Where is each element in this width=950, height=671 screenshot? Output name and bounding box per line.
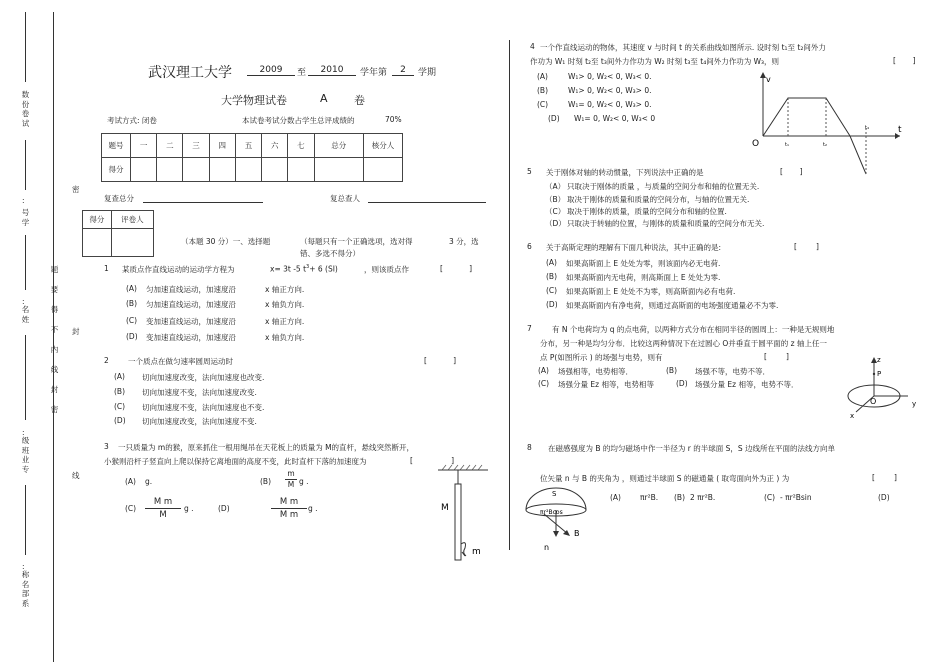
margin-warning: 题要得不内线封密 xyxy=(50,265,59,414)
margin-department: 称名部系 xyxy=(21,570,30,608)
q3-optionA-label[interactable]: (A) xyxy=(125,477,136,486)
q5-option-text: 只取决于转轴的位置，与刚体的质量和质量的空间分布无关. xyxy=(567,219,765,228)
q4-option-label[interactable]: (B) xyxy=(537,86,548,95)
score-header-cell: 六 xyxy=(262,134,288,158)
q7-answer-bracket[interactable]: [ ] xyxy=(764,352,789,361)
score-input-cell[interactable] xyxy=(262,158,288,182)
score-header-cell: 三 xyxy=(183,134,209,158)
q4-number: 4 xyxy=(530,42,535,51)
q3-fig-m-label: m xyxy=(472,547,481,557)
q3-line1: 一只质量为 m的猴，原来抓住一根用绳吊在天花板上的质量为 M的直杆，悬线突然断开， xyxy=(118,443,415,452)
q4-answer-bracket[interactable]: [ ] xyxy=(893,56,916,65)
margin-student-name: 名姓 xyxy=(21,305,30,324)
score-input-cell[interactable] xyxy=(314,158,363,182)
q7-option-text: 场强不等，电势不等． xyxy=(695,367,770,376)
margin-colon: : xyxy=(22,428,25,437)
q6-option-text: 如果高斯面内有净电荷，则通过高斯面的电场强度通量必不为零. xyxy=(566,301,779,310)
q2-option-label[interactable]: (B) xyxy=(114,387,125,396)
q4-option-label[interactable]: (C) xyxy=(537,100,549,109)
q3-optionC-tail: g . xyxy=(184,504,194,513)
q7-fig-x: x xyxy=(850,412,855,420)
q8-fig-S: S xyxy=(552,490,557,498)
q3-optionD-label[interactable]: (D) xyxy=(218,504,230,513)
q8-line2: 位矢量 n 与 B 的夹角为 ，则通过半球面 S 的磁通量 ( 取弯面向外为正 ) 为 xyxy=(540,474,790,483)
q8-fig-B: B xyxy=(574,529,580,538)
q7-option-text: 场强相等，电势相等． xyxy=(558,367,633,376)
score-ratio: 70% xyxy=(385,115,402,124)
q2-option-label[interactable]: (C) xyxy=(114,402,126,411)
q4-fig-t2: t₂ xyxy=(823,142,827,148)
q7-fig-O: O xyxy=(870,397,877,406)
q6-number: 6 xyxy=(527,242,532,251)
q3-optionB-fraction: m M xyxy=(285,469,297,490)
margin-class-major: 级班业专 xyxy=(21,436,30,474)
q7-option-label[interactable]: (D) xyxy=(676,379,688,388)
q5-answer-bracket[interactable]: [ ] xyxy=(780,167,803,176)
margin-exam-count: 数份卷试 xyxy=(21,90,30,128)
margin-field-line xyxy=(25,140,26,190)
seal-word-feng: 封 xyxy=(72,327,80,336)
section1-intro3: 错、多选不得分） xyxy=(300,249,360,258)
q7-option-text: 场强分量 Ez 相等，电势相等 xyxy=(558,380,654,389)
term-label: 学期 xyxy=(418,68,437,78)
score-header-cell: 五 xyxy=(235,134,261,158)
margin-field-line xyxy=(25,12,26,82)
q5-option-text: 取决于刚体的质量和质量的空间分布，与轴的位置无关. xyxy=(567,195,750,204)
q4-fig-origin: O xyxy=(752,139,760,149)
q1-option-label[interactable]: (A) xyxy=(126,284,137,293)
exam-title: 大学物理试卷 xyxy=(221,94,287,107)
q7-number: 7 xyxy=(527,324,532,333)
q8-optionB-label[interactable]: (B) xyxy=(674,493,685,502)
q8-optionC: - πr²Bsin xyxy=(780,493,812,502)
q5-option-label[interactable]: （C） xyxy=(545,207,566,216)
q4-option-text: W₁= 0, W₂< 0, W₃> 0. xyxy=(568,100,652,109)
year-from: 2009 xyxy=(247,65,295,76)
q4-option-label[interactable]: (A) xyxy=(537,72,548,81)
q3-optionA: g. xyxy=(145,477,153,486)
q5-text: 关于刚体对轴的转动惯量，下列说法中正确的是 xyxy=(546,168,704,177)
q2-option-label[interactable]: (A) xyxy=(114,372,125,381)
year-to: 2010 xyxy=(308,65,356,76)
q8-optionB: 2 πr²B. xyxy=(690,493,716,502)
q7-fig-y: y xyxy=(912,400,917,408)
q1-number: 1 xyxy=(104,264,109,273)
grader-score-label: 得分 xyxy=(83,211,112,229)
score-input-cell[interactable] xyxy=(183,158,209,182)
recheck-person-label: 复总查人 xyxy=(330,194,360,203)
q4-line1: 一个作直线运动的物体，其速度 v 与时间 t 的关系曲线如图所示. 设时刻 t₁至 t₂间外力 xyxy=(540,43,826,52)
score-input-cell[interactable] xyxy=(131,158,157,182)
section1-intro2: （每题只有一个正确选项，选对得 xyxy=(300,237,413,246)
q1-text: 某质点作直线运动的运动学方程为 xyxy=(122,265,235,274)
score-table xyxy=(101,133,403,182)
q1-option-text: 匀加速直线运动，加速度沿 xyxy=(146,300,236,309)
q1-option-label[interactable]: (C) xyxy=(126,316,138,325)
margin-field-line xyxy=(25,335,26,420)
q8-hemisphere-figure xyxy=(518,484,598,554)
q8-optionA: πr²B. xyxy=(640,493,659,502)
q7-option-label[interactable]: (A) xyxy=(538,366,549,375)
q6-option-text: 如果高斯面上 E 处处不为零，则高斯面内必有电荷. xyxy=(566,287,736,296)
q3-fig-M-label: M xyxy=(441,503,449,513)
year-label: 学年第 xyxy=(360,68,388,78)
q8-line1: 在磁感强度为 B 的均匀磁场中作一半径为 r 的半球面 S，S 边线所在平面的法线方向单 xyxy=(548,444,836,453)
score-input-cell[interactable] xyxy=(209,158,235,182)
q4-option-text: W₁> 0, W₂< 0, W₃< 0. xyxy=(568,72,652,81)
margin-colon: : xyxy=(22,297,25,306)
q5-option-text: 只取决于刚体的质量 ，与质量的空间分布和轴的位置无关. xyxy=(567,182,760,191)
score-header-cell: 总分 xyxy=(314,134,363,158)
margin-student-id: 号学 xyxy=(21,208,30,227)
q2-answer-bracket[interactable]: [ ] xyxy=(424,356,457,365)
q2-option-label[interactable]: (D) xyxy=(114,416,126,425)
q2-option-text: 切向加速度不变，法向加速度也不变. xyxy=(142,403,265,412)
score-header-cell: 二 xyxy=(157,134,183,158)
q7-fig-z: z xyxy=(877,356,881,364)
q5-option-text: 取决于刚体的质量，质量的空间分布和轴的位置. xyxy=(567,207,727,216)
paper-letter: A xyxy=(320,92,328,105)
q4-option-text: W₁> 0, W₂< 0, W₃> 0. xyxy=(568,86,652,95)
q2-text: 一个质点在做匀速率圆周运动时 xyxy=(128,357,233,366)
q3-optionC-fraction: M m M xyxy=(145,496,181,521)
score-row-label: 得分 xyxy=(102,158,131,182)
q7-line1: 有 N 个电荷均为 q 的点电荷，以两种方式分布在相同半径的圆周上：一种是无规则地 xyxy=(552,325,835,334)
q3-answer-bracket[interactable]: [ ] xyxy=(410,456,454,465)
q2-number: 2 xyxy=(104,356,109,365)
q4-fig-t4: t₄ xyxy=(865,125,869,131)
score-input-cell[interactable] xyxy=(364,158,403,182)
q6-option-text: 如果高斯面上 E 处处为零，则该面内必无电荷. xyxy=(566,259,721,268)
score-header-cell: 题号 xyxy=(102,134,131,158)
q1-option-text: 变加速直线运动，加速度沿 xyxy=(146,333,236,342)
q7-line3: 点 P(如图所示 ) 的场强与电势，则有 xyxy=(540,353,663,362)
university-name: 武汉理工大学 xyxy=(148,65,232,81)
recheck-person-line xyxy=(368,202,486,203)
q8-fig-formula: πr²Bcos xyxy=(540,509,563,516)
q7-option-text: 场强分量 Ez 相等，电势不等． xyxy=(695,380,799,389)
paper-suffix: 卷 xyxy=(354,94,365,107)
q6-text: 关于高斯定理的理解有下面几种说法，其中正确的是: xyxy=(546,243,722,252)
q8-number: 8 xyxy=(527,443,532,452)
q6-option-text: 如果高斯面内无电荷，则高斯面上 E 处处为零. xyxy=(566,273,721,282)
column-divider xyxy=(509,40,510,550)
q4-option-label[interactable]: (D) xyxy=(548,114,560,123)
q3-optionD-fraction: M m M m xyxy=(271,496,307,521)
q1-equation: x= 3t -5 $t^3+ 6$ (SI) xyxy=(270,264,338,274)
grader-table xyxy=(82,210,154,257)
q8-optionD-label[interactable]: (D) xyxy=(878,493,890,502)
q3-optionB-label[interactable]: (B) xyxy=(260,477,271,486)
q4-option-text: W₁= 0, W₂< 0, W₃< 0 xyxy=(574,114,656,123)
q1-option-text: 匀加速直线运动，加速度沿 xyxy=(146,285,236,294)
grader-person-cell[interactable] xyxy=(111,229,153,257)
q5-option-label[interactable]: （A） xyxy=(545,182,566,191)
q2-option-text: 切向加速度改变，法向加速度不变. xyxy=(142,417,257,426)
q4-vt-graph xyxy=(748,66,908,178)
q6-answer-bracket[interactable]: [ ] xyxy=(794,242,819,251)
q8-fig-n: n xyxy=(544,543,550,552)
q1-answer-bracket[interactable]: [ ] xyxy=(440,264,473,273)
q6-option-label[interactable]: (B) xyxy=(546,272,557,281)
q5-number: 5 xyxy=(527,167,532,176)
grader-score-cell[interactable] xyxy=(83,229,112,257)
q2-option-text: 切向加速度不变，法向加速度改变. xyxy=(142,388,257,397)
q3-optionB-tail: g . xyxy=(299,477,309,486)
q3-line2: 小猴则沿杆子竖直向上爬以保持它离地面的高度不变，此时直杆下落的加速度为 xyxy=(104,457,367,466)
q4-fig-t-label: t xyxy=(898,125,902,135)
margin-colon: : xyxy=(22,562,25,571)
grader-person-label: 评卷人 xyxy=(111,211,153,229)
q3-optionC-label[interactable]: (C) xyxy=(125,504,137,513)
q8-optionC-label[interactable]: (C) xyxy=(764,493,776,502)
q7-fig-P: P xyxy=(877,370,882,378)
margin-field-line xyxy=(25,485,26,555)
score-ratio-text: 本试卷考试分数占学生总评成绩的 xyxy=(242,116,355,125)
q4-line2: 作功为 W₁ 时刻 t₂至 t₃间外力作功为 W₂ 时刻 t₃至 t₄间外力作功为 W₃，则 xyxy=(530,57,780,66)
section1-points: 3 分，选 xyxy=(449,237,479,246)
score-input-cell[interactable] xyxy=(235,158,261,182)
q8-answer-bracket[interactable]: [ ] xyxy=(872,473,897,482)
q3-rod-figure xyxy=(432,462,496,572)
q1-option-label[interactable]: (B) xyxy=(126,299,137,308)
q5-option-label[interactable]: （B） xyxy=(545,195,566,204)
q1-option-dir: x 轴正方向. xyxy=(265,285,305,294)
q6-option-label[interactable]: (C) xyxy=(546,286,558,295)
year-to-sep: 至 xyxy=(297,68,307,78)
q1-text-tail: ，则该质点作 xyxy=(364,265,409,274)
q4-fig-t1: t₁ xyxy=(785,142,789,148)
q1-option-text: 变加速直线运动，加速度沿 xyxy=(146,317,236,326)
q6-option-label[interactable]: (A) xyxy=(546,258,557,267)
score-header-cell: 四 xyxy=(209,134,235,158)
score-input-cell[interactable] xyxy=(288,158,314,182)
margin-colon: : xyxy=(22,196,25,205)
seal-word-xian: 线 xyxy=(72,471,80,480)
q7-line2: 分布，另一种是均匀分布．比较这两种情况下在过圆心 O并垂直于圆平面的 z 轴上任一 xyxy=(540,339,827,348)
q8-optionA-label[interactable]: (A) xyxy=(610,493,621,502)
q4-fig-v-label: v xyxy=(766,75,771,84)
q5-option-label[interactable]: （D） xyxy=(545,219,566,228)
margin-field-line xyxy=(25,235,26,290)
q7-ring-figure xyxy=(842,352,922,422)
q2-option-text: 切向加速度改变，法向加速度也改变. xyxy=(142,373,265,382)
q3-number: 3 xyxy=(104,442,109,451)
q7-option-label[interactable]: (C) xyxy=(538,379,550,388)
score-input-cell[interactable] xyxy=(157,158,183,182)
q1-option-label[interactable]: (D) xyxy=(126,332,138,341)
recheck-total-line xyxy=(143,202,263,203)
score-header-cell: 七 xyxy=(288,134,314,158)
q3-optionD-tail: g . xyxy=(308,504,318,513)
seal-word-mi: 密 xyxy=(72,185,80,194)
recheck-total-label: 复查总分 xyxy=(104,194,134,203)
q1-option-dir: x 轴负方向. xyxy=(265,333,305,342)
q1-option-dir: x 轴负方向. xyxy=(265,300,305,309)
q6-option-label[interactable]: (D) xyxy=(546,300,558,309)
score-header-cell: 核分人 xyxy=(364,134,403,158)
exam-mode: 考试方式: 闭卷 xyxy=(107,116,157,125)
term-number: 2 xyxy=(392,65,414,76)
q1-option-dir: x 轴正方向. xyxy=(265,317,305,326)
section1-intro: （本题 30 分）一、选择题 xyxy=(181,237,271,246)
q7-option-label[interactable]: (B) xyxy=(666,366,677,375)
score-header-cell: 一 xyxy=(131,134,157,158)
